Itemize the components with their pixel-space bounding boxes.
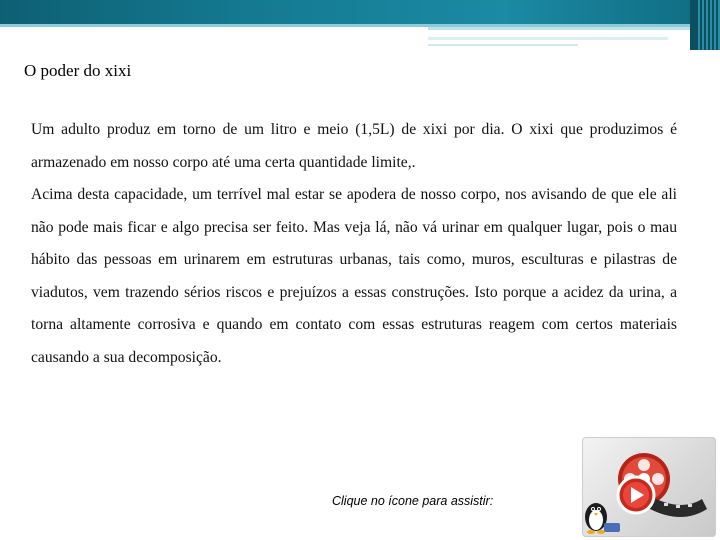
header-accent-bar: [428, 37, 668, 40]
header-band: [0, 0, 720, 24]
slide-body: [31, 114, 677, 374]
slide-title: O poder do xixi: [24, 61, 132, 80]
body-paragraph: Um adulto produz em torno de um litro e meio (1,5L) de xixi por dia. O xixi que produzimos é armazenado em nosso corpo até uma certa quantidade limite,.: [31, 121, 677, 171]
video-play-button[interactable]: [582, 437, 716, 537]
film-reel-play-icon: [582, 437, 716, 537]
video-caption: Clique no ícone para assistir:: [332, 494, 494, 508]
body-paragraph: Acima desta capacidade, um terrível mal estar se apodera de nosso corpo, nos avisando de que ele ali não pode mais ficar e algo precisa ser feito. Mas veja lá, não vá urinar em qualquer lugar, pois o mau hábito das pessoas em urinarem em estruturas urbanas, tais como, muros, esculturas e pilastras de viadutos, vem trazendo sérios riscos e prejuízos a essas construções. Isto porque a acidez da urina, a torna altamente corrosiva e quando em contato com essas estruturas reagem com certos materiais causando a sua decomposição.: [31, 186, 677, 366]
header-band-stripes: [696, 0, 720, 50]
header-accent-bar: [428, 27, 690, 30]
header-accent-bar: [428, 44, 578, 46]
penguin-mascot-icon: [585, 503, 620, 534]
